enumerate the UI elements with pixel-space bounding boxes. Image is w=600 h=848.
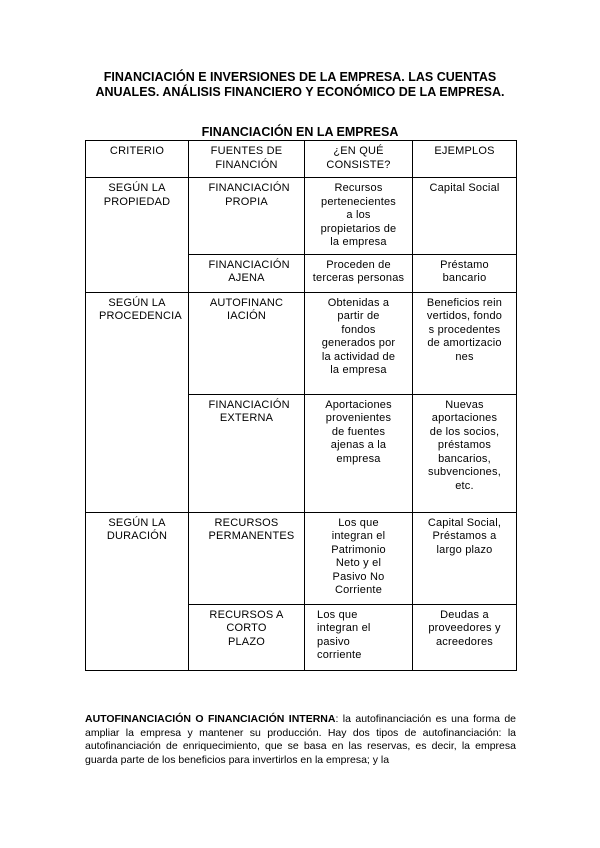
criterio-procedencia: SEGÚN LA PROCEDENCIA [86, 292, 189, 512]
header-ejemplos: EJEMPLOS [413, 141, 517, 178]
header-consiste: ¿EN QUÉ CONSISTE? [305, 141, 413, 178]
fuente-cell: FINANCIACIÓN PROPIA [189, 178, 305, 255]
table-row [86, 178, 517, 255]
ejemplo-cell: Deudas a proveedores y acreedores [413, 604, 517, 670]
ejemplo-cell: Capital Social [413, 178, 517, 255]
paragraph-lead: AUTOFINANCIACIÓN O FINANCIACIÓN INTERNA [85, 713, 336, 725]
header-fuentes: FUENTES DE FINANCIÓN [189, 141, 305, 178]
fuente-cell: RECURSOS PERMANENTES [189, 512, 305, 604]
fuente-cell: RECURSOS A CORTO PLAZO [189, 604, 305, 670]
consiste-cell: Los que integran el Patrimonio Neto y el Pasivo No Corriente [305, 512, 413, 604]
consiste-cell: Los que integran el pasivo corriente [305, 604, 413, 670]
criterio-propiedad: SEGÚN LA PROPIEDAD [86, 178, 189, 293]
table-row [86, 292, 517, 394]
header-criterio: CRITERIO [86, 141, 189, 178]
consiste-cell: Aportaciones provenientes de fuentes ajenas a la empresa [305, 394, 413, 512]
fuente-cell: AUTOFINANCIACIÓN [189, 292, 305, 394]
table-header-row [86, 141, 517, 178]
fuente-cell: FINANCIACIÓN EXTERNA [189, 394, 305, 512]
table-row [86, 512, 517, 604]
table-title: FINANCIACIÓN EN LA EMPRESA [201, 125, 399, 139]
ejemplo-cell: Nuevas aportaciones de los socios, préstamos bancarios, subvenciones, etc. [413, 394, 517, 512]
consiste-cell: Obtenidas a partir de fondos generados por la actividad de la empresa [305, 292, 413, 394]
autofinanciacion-paragraph [85, 713, 516, 767]
ejemplo-cell: Capital Social, Préstamos a largo plazo [413, 512, 517, 604]
ejemplo-cell: Préstamo bancario [413, 254, 517, 292]
ejemplo-cell: Beneficios reinvertidos, fondos procedentes de amortizaciones [413, 292, 517, 394]
paragraph-text: : la autofinanciación es una forma de ampliar la empresa y mantener su producción. Hay dos tipos de autofinanciación: la autofinanciación de enriquecimiento, que se basa en las reservas, es decir, la empresa guarda parte de los beneficios para invertirlos en la empresa; y la [85, 713, 517, 766]
consiste-cell: Proceden de terceras personas [305, 254, 413, 292]
document-title: FINANCIACIÓN E INVERSIONES DE LA EMPRESA. LAS CUENTAS ANUALES. ANÁLISIS FINANCIERO Y ECONÓMICO DE LA EMPRESA. [95, 70, 505, 99]
criterio-duracion: SEGÚN LA DURACIÓN [86, 512, 189, 670]
financing-table [85, 140, 517, 671]
fuente-cell: FINANCIACIÓN AJENA [189, 254, 305, 292]
consiste-cell: Recursos pertenecientes a los propietarios de la empresa [305, 178, 413, 255]
